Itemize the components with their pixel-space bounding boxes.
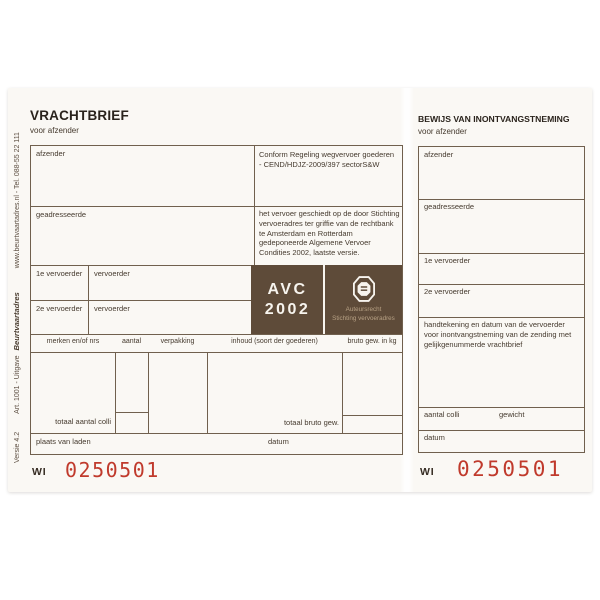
- divider-line: [31, 433, 402, 434]
- contact-text: www.beurtvaartadres.nl - Tel. 088-55 22 111: [14, 132, 21, 269]
- avc-badge-text: [251, 265, 324, 334]
- totaal-bruto-gew-label: totaal bruto gew.: [283, 418, 339, 427]
- uitgave-text: Art. 1001 - Uitgave: [14, 355, 21, 414]
- col-header-verpakking: verpakking: [160, 338, 195, 345]
- serial-number-right: 0250501: [457, 457, 564, 481]
- col-header-merken: merken en/of nrs: [46, 338, 100, 345]
- serial-prefix-right: WI: [420, 466, 435, 478]
- divider-line: [207, 352, 208, 433]
- vervoerder1-label: 1e vervoerder: [424, 256, 471, 265]
- handtekening-notice: handtekening en datum van de vervoerder voor inontvangstneming van de zending met gelijkgenummerde vrachtbrief: [424, 320, 572, 349]
- geadresseerde-label: geadresseerde: [36, 210, 87, 219]
- datum-label: datum: [268, 437, 289, 446]
- divider-line: [31, 334, 402, 335]
- serial-prefix-left: WI: [32, 466, 47, 478]
- left-form-box: [30, 145, 403, 455]
- versie-text: Versie 4.2: [14, 431, 21, 463]
- badge-caption: [332, 306, 395, 322]
- avc-line2: 2002: [264, 300, 311, 318]
- stichting-octagon-logo-icon: [353, 276, 375, 302]
- afzender-label: afzender: [424, 150, 454, 159]
- right-panel-title: BEWIJS VAN INONTVANGSTNEMING: [418, 114, 570, 124]
- waybill-document: [8, 88, 592, 492]
- brand-text: Beurtvaartadres: [12, 292, 21, 351]
- vervoerder-label: vervoerder: [94, 304, 130, 313]
- totaal-aantal-colli-label: totaal aantal colli: [55, 417, 111, 426]
- divider-line: [148, 352, 149, 433]
- left-panel-subtitle: voor afzender: [30, 126, 79, 135]
- col-header-bruto: bruto gew. in kg: [347, 338, 397, 345]
- serial-number-left: 0250501: [65, 458, 160, 482]
- divider-line: [31, 206, 402, 207]
- geadresseerde-label: geadresseerde: [424, 202, 475, 211]
- divider-line: [419, 284, 584, 285]
- aantal-colli-label: aantal colli: [424, 410, 460, 419]
- divider-line: [419, 317, 584, 318]
- vervoer-condities-notice: het vervoer geschiedt op de door Stichting vervoeradres ter griffie van de rechtbank te Amsterdam en Rotterdam gedeponeerde Algemene Vervoer Condities 2002, laatste versie.: [259, 209, 400, 257]
- divider-line: [419, 407, 584, 408]
- divider-line: [419, 199, 584, 200]
- datum-label: datum: [424, 433, 445, 442]
- right-form-box: [418, 146, 585, 453]
- avc-2002-badge: [251, 265, 402, 334]
- col-header-aantal: aantal: [121, 338, 142, 345]
- stichting-logo-block: [325, 265, 402, 334]
- divider-line: [419, 430, 584, 431]
- divider-line: [342, 352, 343, 433]
- divider-line: [115, 412, 149, 413]
- vervoerder2-label: 2e vervoerder: [36, 304, 83, 313]
- avc-line1: AVC: [267, 281, 308, 299]
- left-panel-title: VRACHTBRIEF: [30, 108, 129, 123]
- divider-line: [419, 253, 584, 254]
- right-panel-subtitle: voor afzender: [418, 127, 467, 136]
- edge-imprint: [12, 132, 21, 463]
- vervoerder-label: vervoerder: [94, 269, 130, 278]
- afzender-label: afzender: [36, 149, 66, 158]
- col-header-inhoud: inhoud (soort der goederen): [231, 338, 318, 345]
- divider-line: [115, 352, 116, 433]
- vervoerder2-label: 2e vervoerder: [424, 287, 471, 296]
- divider-line: [31, 352, 402, 353]
- vervoerder1-label: 1e vervoerder: [36, 269, 83, 278]
- conform-notice: Conform Regeling wegvervoer goederen - CEND/HDJZ-2009/397 sectorS&W: [259, 150, 395, 169]
- auteursrecht-text: Auteursrecht: [345, 306, 382, 314]
- plaats-van-laden-label: plaats van laden: [36, 437, 91, 446]
- gewicht-label: gewicht: [499, 410, 525, 419]
- stichting-text: Stichting vervoeradres: [332, 314, 395, 322]
- divider-line: [31, 300, 251, 301]
- divider-line: [342, 415, 402, 416]
